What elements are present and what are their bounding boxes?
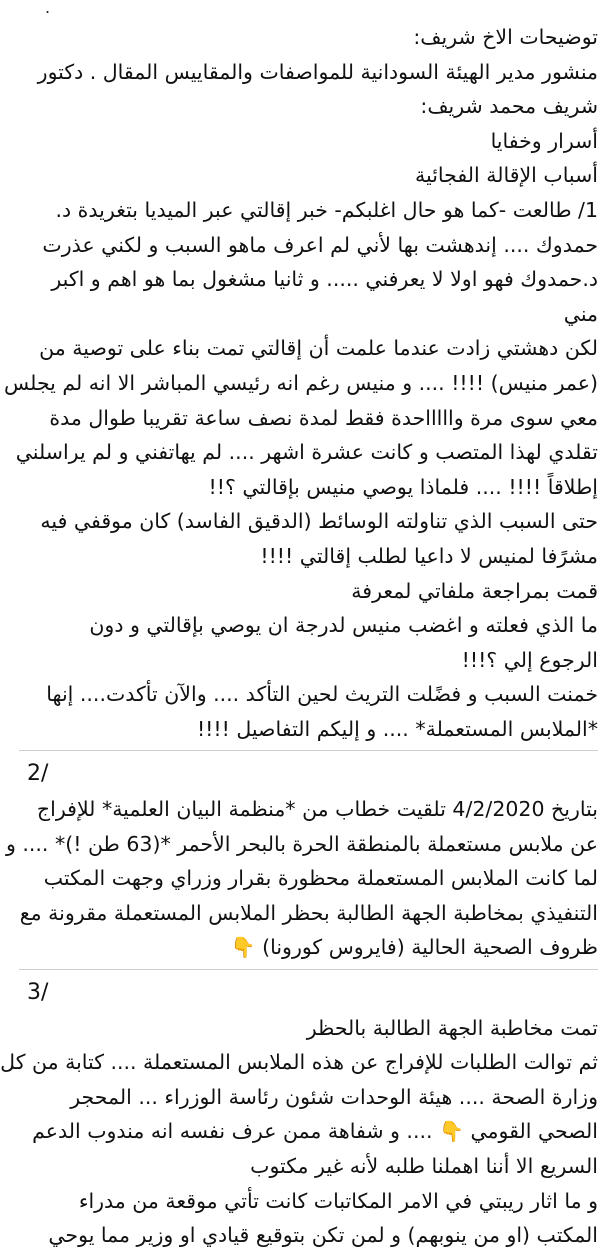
text-line: أسرار وخفايا: [490, 128, 598, 153]
divider: [19, 750, 598, 751]
pointing-down-icon: 👇: [439, 1119, 464, 1144]
text-line: منشور مدير الهيئة السودانية للمواصفات والمقاييس المقال . دكتور: [37, 59, 598, 84]
text-line: وزارة الصحة .... هيئة الوحدات شئون رئاسة الوزراء ... المحجر: [70, 1084, 598, 1109]
text-line: د.حمدوك فهو اولا لا يعرفني ..... و ثانيا مشغول بما هو اهم و اكبر: [51, 267, 598, 292]
section-3-emoji-text-b: .... و شفاهة ممن عرف نفسه انه مندوب الدعم: [32, 1119, 433, 1144]
text-line: ثم توالت الطلبات للإفراج عن هذه الملابس المستعملة .... كتابة من كل: [0, 1050, 598, 1075]
text-line: تقلدي لهذا المتصب و كانت عشرة اشهر .... لم يهاتفني و لم يراسلني: [15, 440, 598, 465]
text-line: المكتب (او من ينوبهم) و لمن تكن بتوقيع قيادي او وزير مما يوحي: [48, 1223, 598, 1248]
text-line: عن ملابس مستعملة بالمنطقة الحرة بالبحر الأحمر *(63 طن !)* .... و: [5, 831, 598, 856]
text-line: الرجوع إلي ؟!!!: [461, 647, 598, 672]
text-line: حمدوك .... إندهشت بها لأني لم اعرف ماهو السبب و لكني عذرت: [42, 232, 598, 257]
text-line: (عمر منيس) !!!! .... و منيس رغم انه رئيسي المباشر الا انه لم يجلس: [4, 370, 598, 395]
text-line: مشرًفا لمنيس لا داعيا لطلب إقالتي !!!!: [260, 543, 598, 568]
section-2-text: [5, 792, 598, 930]
section-2-number: 2/: [27, 761, 49, 787]
section-2-last-line: [19, 930, 598, 965]
text-line: حتى السبب الذي تناولته الوسائط (الدقيق الفاسد) كان موقفي فيه: [40, 509, 598, 534]
section-3-emoji-text-a: الصحي القومي: [470, 1119, 598, 1144]
text-line: قمت بمراجعة ملفاتي لمعرفة: [351, 578, 598, 603]
text-line: تمت مخاطبة الجهة الطالبة بالحظر: [306, 1015, 598, 1040]
pointing-down-icon: 👇: [230, 935, 256, 960]
text-line: 1/ طالعت -كما هو حال اغلبكم- خبر إقالتي عبر الميديا بتغريدة د.: [55, 197, 598, 222]
text-line: توضيحات الاخ شريف:: [413, 25, 598, 49]
top-dot-mark: .: [45, 0, 51, 17]
text-line: شريف محمد شريف:: [420, 94, 598, 119]
text-line: السريع الا أننا اهملنا طلبه لأنه غير مكتوب: [250, 1154, 598, 1178]
text-line: *الملابس المستعملة* .... و إليكم التفاصيل !!!!: [196, 716, 598, 741]
section-3-emoji-line: [19, 1114, 598, 1149]
section-3-text-a: [0, 1011, 598, 1115]
text-line: ما الذي فعلته و اغضب منيس لدرجة ان يوصي بإقالتي و دون: [89, 613, 598, 638]
document-body: [0, 20, 612, 1253]
section-3-number: 3/: [27, 980, 49, 1006]
text-line: لكن دهشتي زادت عندما علمت أن إقالتي تمت بناء على توصية من: [39, 336, 598, 361]
text-line: معي سوى مرة واااااحدة فقط لمدة نصف ساعة تقريبا طوال مدة: [49, 405, 598, 430]
section-2-last-text: ظروف الصحية الحالية (فايروس كورونا): [262, 935, 598, 960]
text-line: لما كانت الملابس المستعملة محظورة بقرار وزراي وجهت المكتب: [43, 866, 598, 891]
text-line: بتاريخ 4/2/2020 تلقيت خطاب من *منظمة البيان العلمية* للإفراج: [36, 797, 598, 822]
text-line: مني: [563, 301, 598, 326]
text-line: خمنت السبب و فضًلت التريث لحين التأكد .... والآن تأكدت.... إنها: [46, 682, 598, 707]
text-line: أسباب الإقالة الفجائية: [415, 163, 598, 188]
text-line: و ما اثار ريبتي في الامر المكاتبات كانت تأتي موقعة من مدراء: [78, 1188, 598, 1213]
text-line: إطلاقاً !!!! .... فلماذا يوصي منيس بإقالتي ؟!!: [208, 474, 598, 499]
divider: [19, 969, 598, 970]
text-line: التنفيذي بمخاطبة الجهة الطالبة بحظر الملابس المستعملة مقرونة مع: [19, 900, 598, 925]
section-1-text: [4, 20, 598, 746]
section-3-text-b: [19, 1149, 598, 1253]
